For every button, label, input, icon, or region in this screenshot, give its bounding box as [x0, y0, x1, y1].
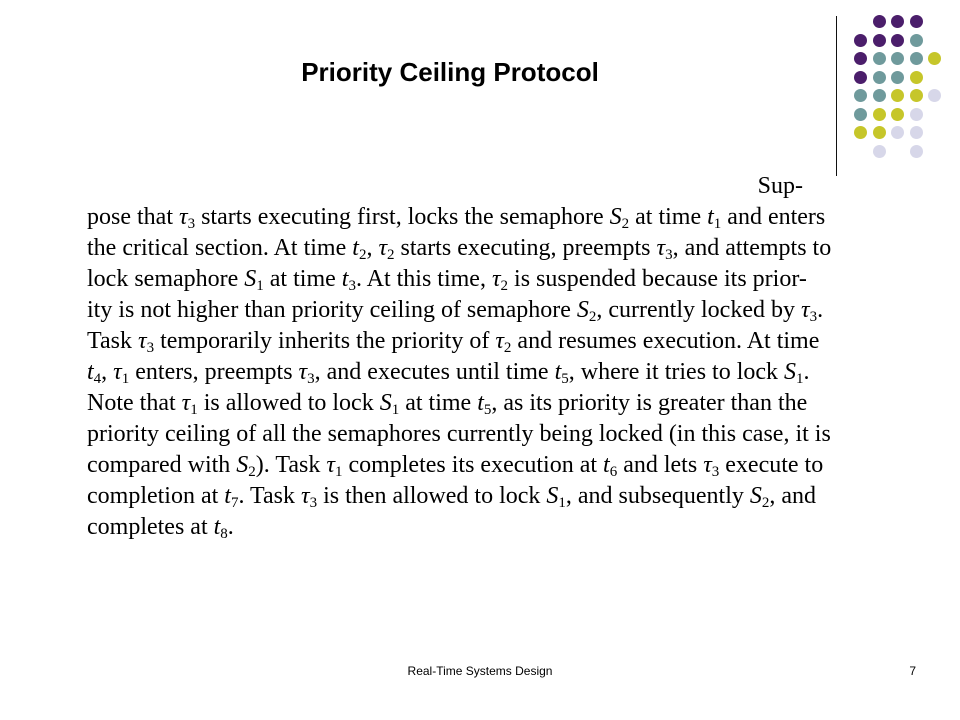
decorative-dot	[873, 15, 886, 28]
paragraph-line-6: Task $\tau_3$ temporarily inherits the priority of $\tau_2$ and resumes execution. At time	[87, 328, 820, 356]
decorative-dot	[873, 145, 886, 158]
page-number: 7	[909, 664, 916, 678]
decorative-dot	[891, 34, 904, 47]
slide-title: Priority Ceiling Protocol	[301, 57, 599, 87]
decorative-dot	[891, 89, 904, 102]
decorative-dot	[910, 89, 923, 102]
decorative-dot	[891, 126, 904, 139]
decorative-dot	[910, 108, 923, 121]
decorative-dot	[873, 89, 886, 102]
decorative-dot	[854, 89, 867, 102]
decorative-dot	[854, 108, 867, 121]
decorative-dot	[910, 71, 923, 84]
decorative-dot	[873, 34, 886, 47]
decorative-dot	[910, 52, 923, 65]
paragraph-line-10: compared with $S_2$). Task $\tau_1$ completes its execution at $t_6$ and lets $\tau_3$ execute to	[87, 452, 824, 480]
decorative-dot	[854, 34, 867, 47]
paragraph	[87, 171, 832, 543]
decorative-dot	[873, 108, 886, 121]
footer-text: Real-Time Systems Design	[407, 664, 553, 678]
decorative-dot	[891, 15, 904, 28]
decorative-dot	[910, 126, 923, 139]
decorative-dot	[873, 126, 886, 139]
decorative-dot	[910, 145, 923, 158]
decorative-dot	[891, 108, 904, 121]
paragraph-line-3: the critical section. At time $t_2$, $\tau_2$ starts executing, preempts $\tau_3$, and attempts to	[87, 235, 832, 263]
decorative-vertical-rule	[836, 16, 837, 176]
decorative-dot	[854, 126, 867, 139]
paragraph-line-1: Sup-	[757, 173, 803, 199]
decorative-dot	[910, 34, 923, 47]
paragraph-line-4: lock semaphore $S_1$ at time $t_3$. At this time, $\tau_2$ is suspended because its prior-	[87, 266, 807, 294]
decorative-dot	[910, 15, 923, 28]
decorative-dot	[928, 52, 941, 65]
paragraph-line-5: ity is not higher than priority ceiling of semaphore $S_2$, currently locked by $\tau_3$.	[87, 297, 824, 325]
paragraph-line-2: pose that $\tau_3$ starts executing first, locks the semaphore $S_2$ at time $t_1$ and enters	[87, 204, 826, 232]
paragraph-line-11: completion at $t_7$. Task $\tau_3$ is then allowed to lock $S_1$, and subsequently $S_2$, and	[87, 483, 817, 511]
paragraph-line-12: completes at $t_8$.	[87, 514, 234, 542]
decorative-dot	[928, 89, 941, 102]
paragraph-line-9: priority ceiling of all the semaphores currently being locked (in this case, it is	[87, 421, 831, 447]
paragraph-line-8: Note that $\tau_1$ is allowed to lock $S_1$ at time $t_5$, as its priority is greater than the	[87, 390, 808, 418]
paragraph-line-7: $t_4$, $\tau_1$ enters, preempts $\tau_3$, and executes until time $t_5$, where it tries to lock $S_1$.	[87, 359, 810, 387]
